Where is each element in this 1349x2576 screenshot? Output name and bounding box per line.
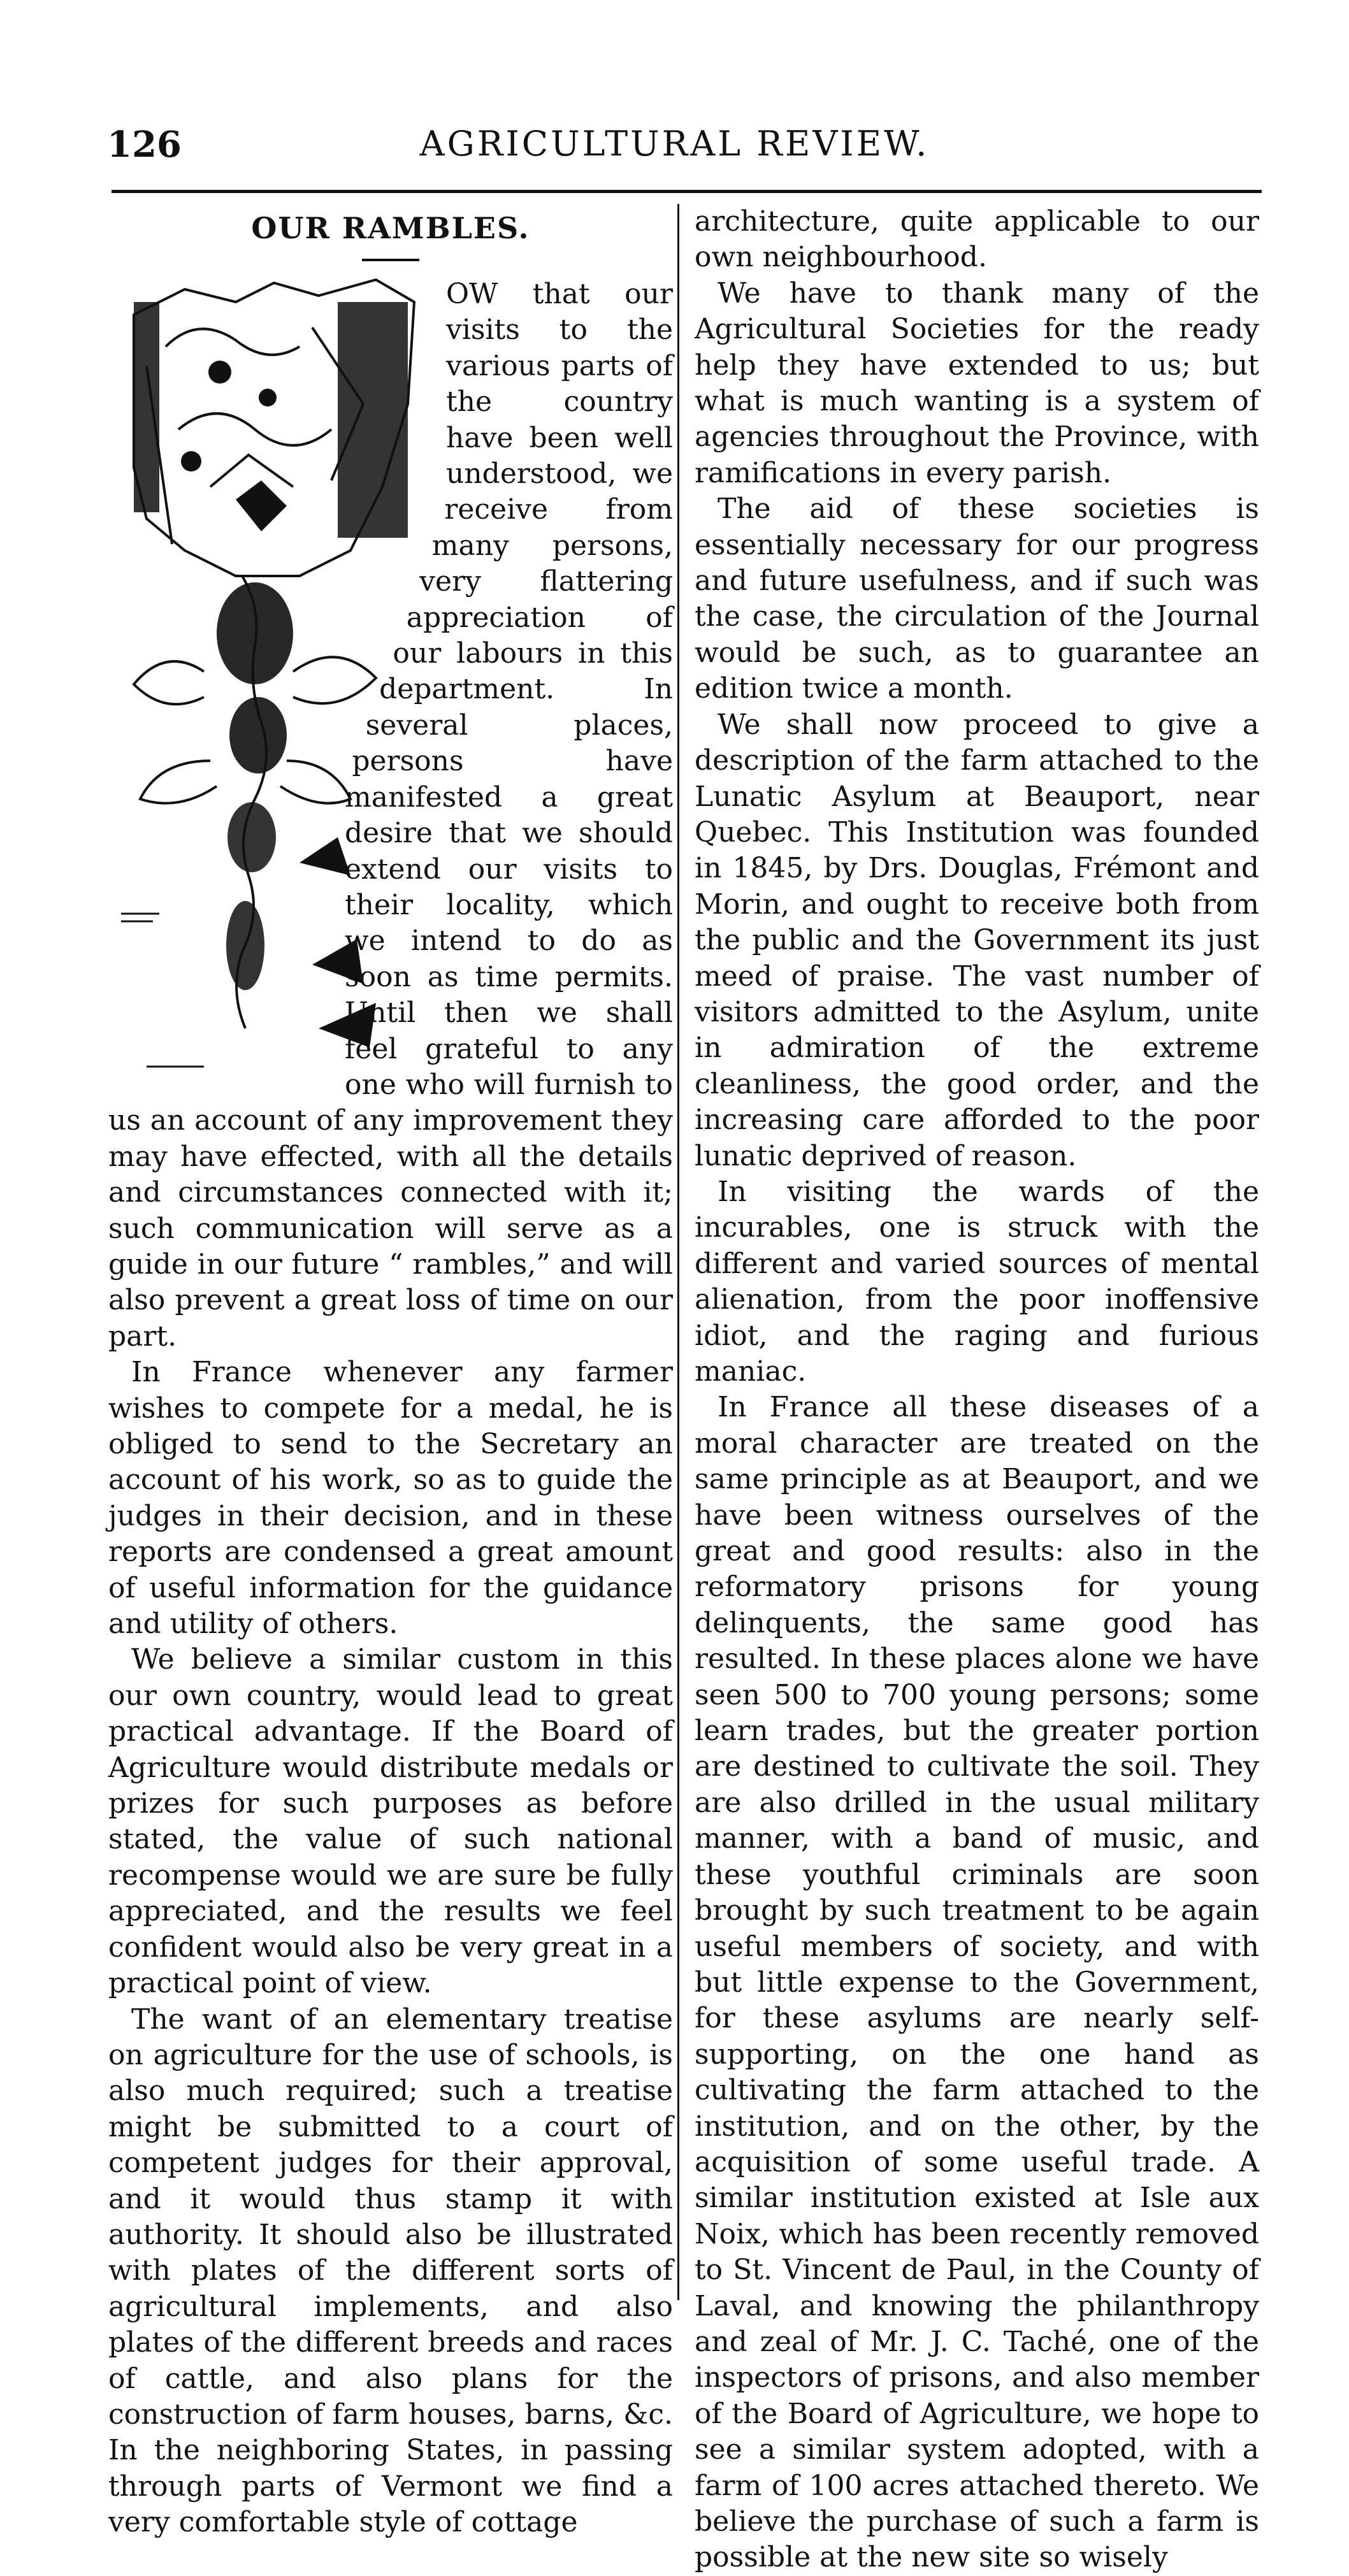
title-rule bbox=[362, 259, 419, 261]
paragraph: In France all these diseases of a moral character are treated on the same principle as at Beauport, and we have been witness ourselves of the great and good results: also in the reformatory prisons for young delinquents, the same good has resulted. In these places alone we have seen 500 to 700 young persons; some learn trades, but the greater portion are destined to cultivate the soil. They are also drilled in the usual military manner, with a band of music, and these youthful criminals are soon brought by such treatment to be again useful members of society, and with but little expense to the Government, for these asylums are nearly self-supporting, on the one hand as cultivating the farm attached to the institution, and on the other, by the acquisition of some useful trade. A similar institution existed at Isle aux Noix, which has been recently removed to St. Vincent de Paul, in the County of Laval, and knowing the philanthropy and zeal of Mr. J. C. Taché, one of the inspectors of prisons, and also member of the Board of Agriculture, we hope to see a similar system adopted, with a farm of 100 acres attached thereto. We believe the purchase of such a farm is possible at the new site so wisely bbox=[695, 1391, 1259, 2574]
paragraph: The aid of these societies is essentially necessary for our progress and future usefulness, and if such was the case, the circulation of the Journal would be such, as to guarantee an edition twice a month. bbox=[695, 493, 1259, 705]
paragraph: The want of an elementary treatise on agriculture for the use of schools, is also much required; such a treatise might be submitted to a court of competent judges for their approval, and it would thus stamp it with authority. It should also be illustrated with plates of the different sorts of agricultural implements, and also plates of the different breeds and races of cattle, and also plans for the construction of farm houses, barns, &c. In the neighboring States, in passing through parts of Vermont we find a very comfortable style of cottage bbox=[108, 2003, 673, 2539]
paragraph: In France whenever any farmer wishes to compete for a medal, he is obliged to send to the Secretary an account of his work, so as to guide the judges in their decision, and in these reports are condensed a great amount of useful information for the guidance and utility of others. bbox=[108, 1356, 673, 1641]
running-title: AGRICULTURAL REVIEW. bbox=[419, 124, 930, 164]
page-number: 126 bbox=[107, 124, 182, 166]
column-divider bbox=[677, 204, 679, 2300]
running-head bbox=[0, 116, 1349, 173]
paragraph: architecture, quite applicable to our own neighbourhood. bbox=[695, 205, 1259, 274]
paragraph: We have to thank many of the Agricultural Societies for the ready help they have extended to us; but what is much wanting is a system of agencies throughout the Province, with ramifications in every parish. bbox=[695, 277, 1259, 489]
paragraph: We believe a similar custom in this our own country, would lead to great practical advantage. If the Board of Agriculture would distribute medals or prizes for such purposes as before stated, the value of such national recompense would we are sure be fully appreciated, and the results we feel confident would also be very great in a practical point of view. bbox=[108, 1643, 673, 2000]
header-rule bbox=[112, 190, 1262, 193]
left-column bbox=[108, 204, 673, 2541]
paragraph: OW that our visits to the various parts of the country have been well understood, we receive from many persons, very flattering appreciation of our labours in this department. In several places, persons have manifested a great desire that we should extend our visits to their locality, which we intend to do as soon as time permits. Until then we shall feel grateful to any one who will furnish to us an account of any improvement they may have effected, with all the details and circumstances connected with it; such communication will serve as a guide in our future “ rambles,” and will also prevent a great loss of time on our part. bbox=[108, 278, 673, 1353]
article-title: OUR RAMBLES. bbox=[251, 211, 530, 245]
paragraph: In visiting the wards of the incurables, one is struck with the different and varied sources of mental alienation, from the poor inoffensive idiot, and the raging and furious maniac. bbox=[695, 1175, 1259, 1388]
right-column bbox=[695, 204, 1259, 2576]
paragraph: We shall now proceed to give a description of the farm attached to the Lunatic Asylum at Beauport, near Quebec. This Institution was founded in 1845, by Drs. Douglas, Frémont and Morin, and ought to receive both from the public and the Government its just meed of praise. The vast number of visitors admitted to the Asylum, unite in admiration of the extreme cleanliness, the good order, and the increasing care afforded to the poor lunatic deprived of reason. bbox=[695, 708, 1259, 1172]
